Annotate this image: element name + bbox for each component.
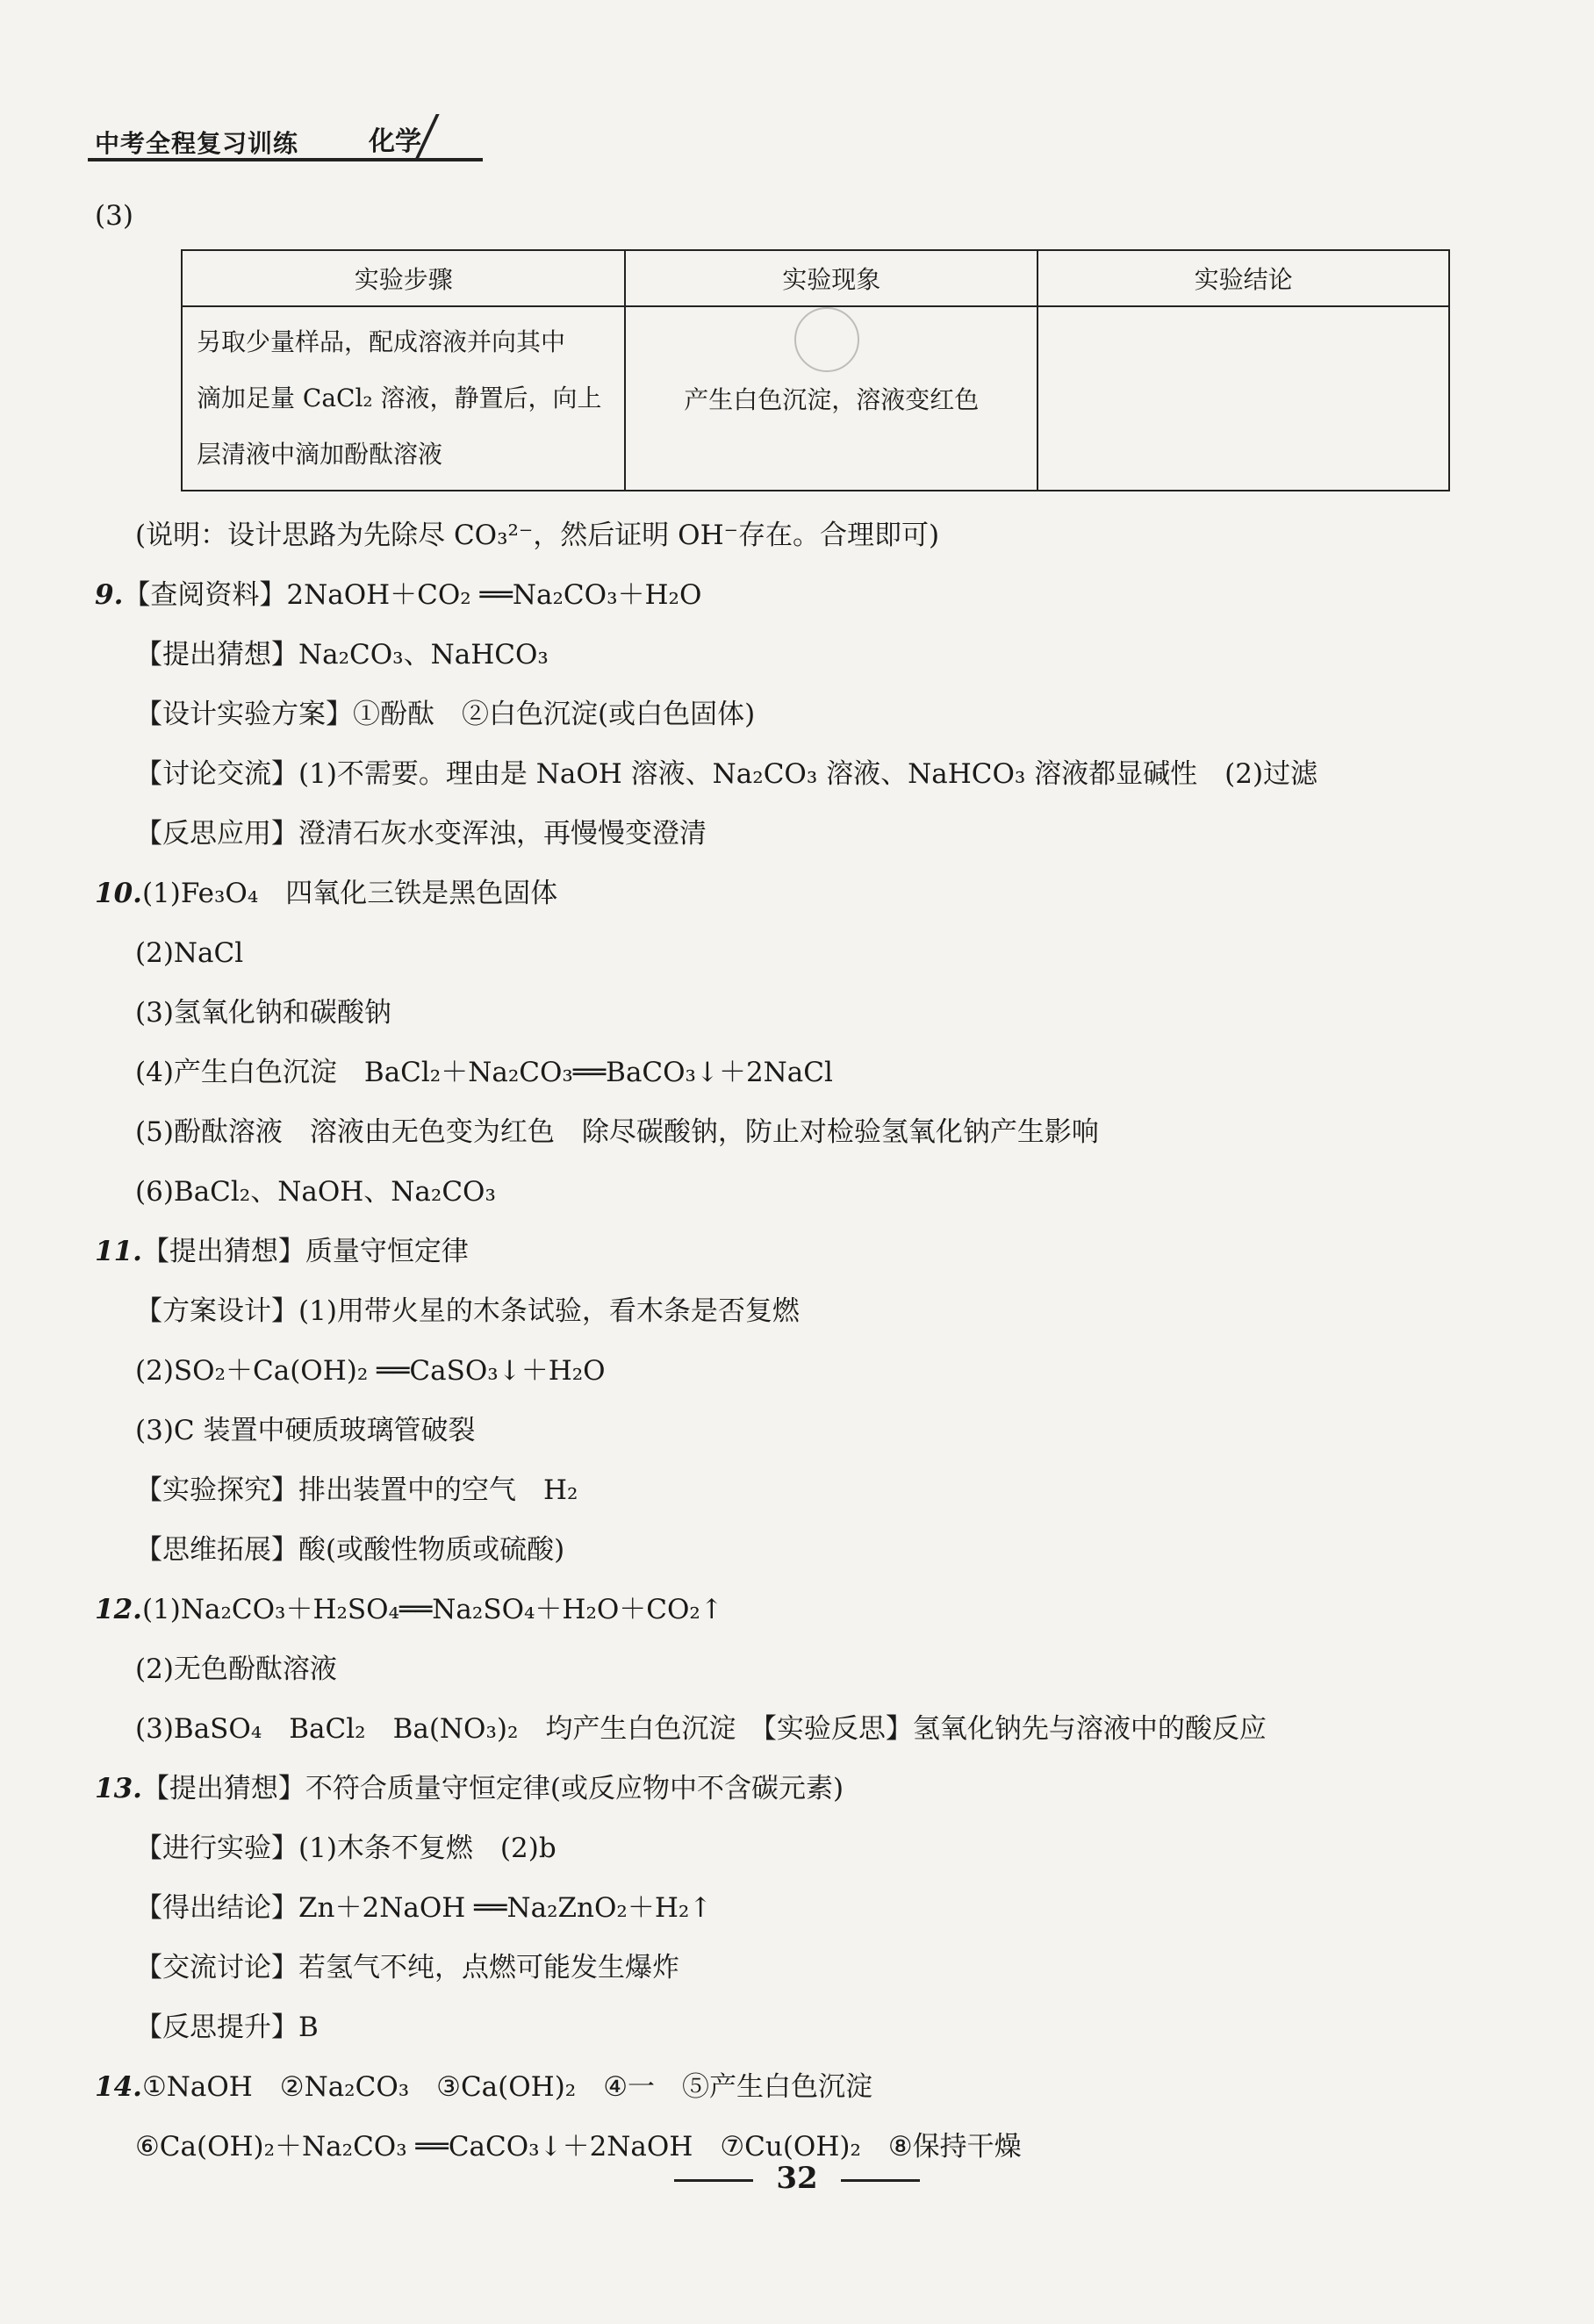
answer-text: 【设计实验方案】①酚酞 ②白色沉淀(或白色固体) — [135, 699, 756, 730]
answer-line — [95, 923, 1543, 983]
answer-text: (2)SO₂＋Ca(OH)₂ ══CaSO₃↓＋H₂O — [135, 1355, 606, 1387]
answer-list — [95, 565, 1543, 2177]
book-title: 中考全程复习训练 — [95, 129, 299, 158]
answer-line — [95, 1878, 1543, 1938]
answer-text: (6)BaCl₂、NaOH、Na₂CO₃ — [135, 1176, 496, 1208]
answer-text: ⑥Ca(OH)₂＋Na₂CO₃ ══CaCO₃↓＋2NaOH ⑦Cu(OH)₂ ⑧保持干燥 — [135, 2131, 1022, 2163]
answer-line — [95, 1222, 1543, 1281]
answer-line — [95, 1520, 1543, 1580]
answer-line — [95, 1639, 1543, 1699]
part3-block — [95, 186, 1499, 246]
answer-text: (5)酚酞溶液 溶液由无色变为红色 除尽碳酸钠，防止对检验氢氧化钠产生影响 — [135, 1116, 1099, 1148]
footer-ornament-right — [841, 2179, 920, 2182]
stamp-mark — [794, 307, 859, 372]
answer-line — [95, 1580, 1543, 1639]
answer-text: (3)BaSO₄ BaCl₂ Ba(NO₃)₂ 均产生白色沉淀 【实验反思】氢氧化钠先与溶液中的酸反应 — [135, 1713, 1267, 1745]
table-header-cell: 实验步骤 — [182, 250, 625, 306]
answer-line — [95, 1460, 1543, 1520]
conclusion-cell — [1038, 306, 1449, 491]
answer-line — [95, 625, 1543, 685]
answer-text: 【反思应用】澄清石灰水变浑浊，再慢慢变澄清 — [135, 818, 707, 850]
answer-line — [95, 804, 1543, 864]
steps-cell — [182, 306, 625, 491]
answer-text: 【交流讨论】若氢气不纯，点燃可能发生爆炸 — [135, 1952, 679, 1983]
answer-text: 【得出结论】Zn＋2NaOH ══Na₂ZnO₂＋H₂↑ — [135, 1892, 713, 1924]
answer-text: 【反思提升】B — [135, 2012, 319, 2043]
note-line: (说明：设计思路为先除尽 CO₃²⁻，然后证明 OH⁻存在。合理即可) — [135, 520, 940, 551]
answer-text: 【提出猜想】不符合质量守恒定律(或反应物中不含碳元素) — [141, 1773, 844, 1804]
answer-line — [95, 2057, 1543, 2117]
steps-line: 另取少量样品，配成溶液并向其中 — [197, 327, 566, 356]
page-number: 32 — [776, 2161, 818, 2196]
answer-text: (3)C 装置中硬质玻璃管破裂 — [135, 1415, 476, 1446]
answer-line — [95, 565, 1543, 625]
table-header-row — [182, 250, 1449, 306]
answer-line — [95, 1102, 1543, 1162]
answer-text: 【提出猜想】质量守恒定律 — [141, 1236, 469, 1267]
footer-ornament-left — [674, 2179, 753, 2182]
question-number: 10. — [95, 878, 142, 909]
answer-text: (4)产生白色沉淀 BaCl₂＋Na₂CO₃══BaCO₃↓＋2NaCl — [135, 1057, 833, 1088]
answer-text: 【提出猜想】Na₂CO₃、NaHCO₃ — [135, 639, 549, 671]
question-number: 9. — [95, 579, 124, 611]
answer-text: 【实验探究】排出装置中的空气 H₂ — [135, 1474, 578, 1506]
answer-line — [95, 1699, 1543, 1759]
answer-text: 【方案设计】(1)用带火星的木条试验，看木条是否复燃 — [135, 1295, 800, 1327]
answer-text: (1)Na₂CO₃＋H₂SO₄══Na₂SO₄＋H₂O＋CO₂↑ — [141, 1594, 723, 1625]
steps-line: 层清液中滴加酚酞溶液 — [197, 440, 443, 469]
answer-line — [95, 1341, 1543, 1401]
answer-line — [95, 1818, 1543, 1878]
steps-line: 滴加足量 CaCl₂ 溶液，静置后，向上 — [197, 384, 602, 412]
answer-line — [95, 1998, 1543, 2057]
header-rule — [88, 158, 483, 161]
answer-text: 【进行实验】(1)木条不复燃 (2)b — [135, 1833, 556, 1864]
question-number: 11. — [95, 1236, 142, 1267]
phenomenon-cell: 产生白色沉淀，溶液变红色 — [625, 306, 1038, 491]
page-header — [88, 114, 483, 163]
answer-text: (2)NaCl — [135, 937, 244, 969]
subject-label: 化学 — [369, 126, 421, 157]
answer-line — [95, 744, 1543, 804]
answer-text: (3)氢氧化钠和碳酸钠 — [135, 997, 391, 1029]
question-number: 14. — [95, 2071, 142, 2103]
answer-text: 【查阅资料】2NaOH＋CO₂ ══Na₂CO₃＋H₂O — [123, 579, 702, 611]
answer-text: 【思维拓展】酸(或酸性物质或硫酸) — [135, 1534, 565, 1566]
answer-text: ①NaOH ②Na₂CO₃ ③Ca(OH)₂ ④一 ⑤产生白色沉淀 — [141, 2071, 873, 2103]
answer-line — [95, 1401, 1543, 1460]
part3-label: (3) — [95, 200, 133, 232]
answer-text: 【讨论交流】(1)不需要。理由是 NaOH 溶液、Na₂CO₃ 溶液、NaHCO₃ 溶液都显碱性 (2)过滤 — [135, 758, 1318, 790]
answer-line — [95, 1043, 1543, 1102]
question-number: 12. — [95, 1594, 142, 1625]
answer-line — [95, 864, 1543, 923]
answer-text: (1)Fe₃O₄ 四氧化三铁是黑色固体 — [141, 878, 558, 909]
answer-line — [95, 983, 1543, 1043]
question-number: 13. — [95, 1773, 142, 1804]
answers-body — [95, 506, 1543, 2177]
answer-text: (2)无色酚酞溶液 — [135, 1653, 337, 1685]
answer-line — [95, 685, 1543, 744]
answer-line — [95, 1759, 1543, 1818]
answer-line — [95, 1162, 1543, 1222]
answer-line — [95, 1938, 1543, 1998]
table-header-cell: 实验结论 — [1038, 250, 1449, 306]
answer-line — [95, 1281, 1543, 1341]
table-header-cell: 实验现象 — [625, 250, 1038, 306]
page-footer — [0, 2161, 1594, 2196]
